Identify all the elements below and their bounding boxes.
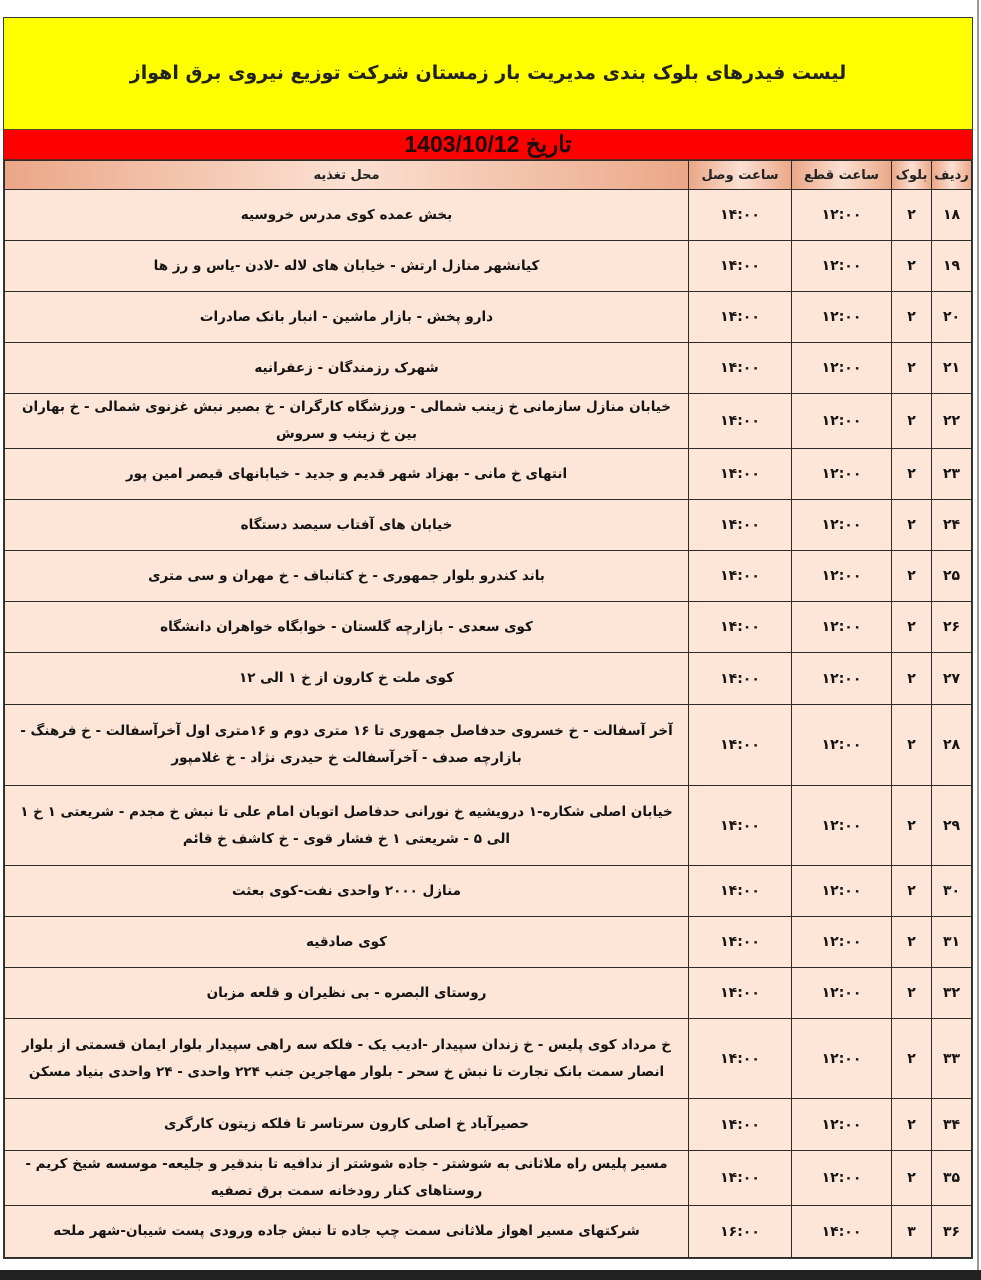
cut-time-cell: ۱۲:۰۰ — [792, 917, 892, 968]
table-row — [5, 653, 972, 705]
cut-time-cell: ۱۲:۰۰ — [792, 786, 892, 866]
location-cell: خیابان اصلی شکاره-۱ درویشیه خ نورانی حدفاصل اتوبان امام علی تا نبش خ مجدم - شریعتی ۱ خ ۱ الی ۵ - شریعتی ۱ خ فشار قوی - خ کاشف خ قائم — [5, 786, 689, 866]
table-row — [5, 292, 972, 343]
header-location: محل تغذیه — [5, 161, 689, 190]
row-number-cell: ۲۹ — [932, 786, 972, 866]
table-body — [5, 190, 972, 1258]
header-row-no: ردیف — [932, 161, 972, 190]
header-cut-time: ساعت قطع — [792, 161, 892, 190]
block-cell: ۲ — [892, 500, 932, 551]
table-row — [5, 1099, 972, 1151]
screen-edge-divider — [977, 0, 979, 1270]
row-number-cell: ۲۵ — [932, 551, 972, 602]
location-cell: انتهای خ مانی - بهزاد شهر قدیم و جدید - خیابانهای قیصر امین پور — [5, 449, 689, 500]
block-cell: ۲ — [892, 1151, 932, 1206]
connect-time-cell: ۱۴:۰۰ — [689, 343, 792, 394]
cut-time-cell: ۱۲:۰۰ — [792, 866, 892, 917]
block-cell: ۲ — [892, 343, 932, 394]
location-cell: حصیرآباد خ اصلی کارون سرتاسر تا فلکه زیتون کارگری — [5, 1099, 689, 1151]
cut-time-cell: ۱۲:۰۰ — [792, 292, 892, 343]
connect-time-cell: ۱۴:۰۰ — [689, 653, 792, 705]
block-cell: ۲ — [892, 866, 932, 917]
connect-time-cell: ۱۴:۰۰ — [689, 241, 792, 292]
cut-time-cell: ۱۲:۰۰ — [792, 394, 892, 449]
connect-time-cell: ۱۴:۰۰ — [689, 551, 792, 602]
block-cell: ۲ — [892, 551, 932, 602]
connect-time-cell: ۱۴:۰۰ — [689, 292, 792, 343]
block-cell: ۲ — [892, 602, 932, 653]
location-cell: باند کندرو بلوار جمهوری - خ کتانباف - خ مهران و سی متری — [5, 551, 689, 602]
connect-time-cell: ۱۴:۰۰ — [689, 449, 792, 500]
location-cell: بخش عمده کوی مدرس خروسیه — [5, 190, 689, 241]
cut-time-cell: ۱۲:۰۰ — [792, 500, 892, 551]
table-row — [5, 1206, 972, 1258]
connect-time-cell: ۱۴:۰۰ — [689, 786, 792, 866]
table-row — [5, 449, 972, 500]
cut-time-cell: ۱۲:۰۰ — [792, 343, 892, 394]
schedule-sheet — [3, 17, 973, 1259]
cut-time-cell: ۱۲:۰۰ — [792, 1019, 892, 1099]
row-number-cell: ۳۰ — [932, 866, 972, 917]
feeder-schedule-table — [4, 160, 972, 1258]
table-row — [5, 343, 972, 394]
row-number-cell: ۳۶ — [932, 1206, 972, 1258]
connect-time-cell: ۱۴:۰۰ — [689, 705, 792, 786]
block-cell: ۲ — [892, 968, 932, 1019]
cut-time-cell: ۱۲:۰۰ — [792, 705, 892, 786]
row-number-cell: ۲۴ — [932, 500, 972, 551]
row-number-cell: ۱۹ — [932, 241, 972, 292]
connect-time-cell: ۱۶:۰۰ — [689, 1206, 792, 1258]
block-cell: ۲ — [892, 394, 932, 449]
location-cell: خ مرداد کوی پلیس - خ زندان سپیدار -ادیب یک - فلکه سه راهی سپیدار بلوار ایمان قسمتی از بلوار انصار سمت بانک تجارت تا نبش خ سحر - بلوار مهاجرین جنب ۲۲۴ واحدی - ۲۴ واحدی بنیاد مسکن — [5, 1019, 689, 1099]
location-cell: روستای البصره - بی نظیران و قلعه مزبان — [5, 968, 689, 1019]
location-cell: خیابان های آفتاب سیصد دستگاه — [5, 500, 689, 551]
cut-time-cell: ۱۲:۰۰ — [792, 551, 892, 602]
table-row — [5, 917, 972, 968]
connect-time-cell: ۱۴:۰۰ — [689, 866, 792, 917]
location-cell: شرکتهای مسیر اهواز ملاثانی سمت چپ جاده تا نبش جاده ورودی پست شیبان-شهر ملحه — [5, 1206, 689, 1258]
cut-time-cell: ۱۲:۰۰ — [792, 968, 892, 1019]
block-cell: ۲ — [892, 653, 932, 705]
document-title: لیست فیدرهای بلوک بندی مدیریت بار زمستان شرکت توزیع نیروی برق اهواز — [129, 61, 847, 84]
location-cell: کیانشهر منازل ارتش - خیابان های لاله -لادن -یاس و رز ها — [5, 241, 689, 292]
schedule-date: تاریخ 1403/10/12 — [404, 131, 572, 157]
table-row — [5, 1151, 972, 1206]
table-row — [5, 241, 972, 292]
block-cell: ۲ — [892, 705, 932, 786]
row-number-cell: ۲۸ — [932, 705, 972, 786]
connect-time-cell: ۱۴:۰۰ — [689, 917, 792, 968]
table-row — [5, 705, 972, 786]
location-cell: خیابان منازل سازمانی خ زینب شمالی - ورزشگاه کارگران - خ بصیر نبش غزنوی شمالی - خ بهاران بین خ زینب و سروش — [5, 394, 689, 449]
header-block: بلوک — [892, 161, 932, 190]
location-cell: منازل ۲۰۰۰ واحدی نفت-کوی بعثت — [5, 866, 689, 917]
block-cell: ۲ — [892, 1019, 932, 1099]
connect-time-cell: ۱۴:۰۰ — [689, 602, 792, 653]
row-number-cell: ۲۲ — [932, 394, 972, 449]
block-cell: ۲ — [892, 786, 932, 866]
connect-time-cell: ۱۴:۰۰ — [689, 500, 792, 551]
connect-time-cell: ۱۴:۰۰ — [689, 190, 792, 241]
table-row — [5, 968, 972, 1019]
connect-time-cell: ۱۴:۰۰ — [689, 1019, 792, 1099]
table-row — [5, 500, 972, 551]
block-cell: ۲ — [892, 292, 932, 343]
table-row — [5, 786, 972, 866]
cut-time-cell: ۱۲:۰۰ — [792, 449, 892, 500]
location-cell: شهرک رزمندگان - زعفرانیه — [5, 343, 689, 394]
cut-time-cell: ۱۴:۰۰ — [792, 1206, 892, 1258]
cut-time-cell: ۱۲:۰۰ — [792, 1099, 892, 1151]
block-cell: ۲ — [892, 917, 932, 968]
connect-time-cell: ۱۴:۰۰ — [689, 968, 792, 1019]
table-row — [5, 190, 972, 241]
bottom-navigation-bar — [0, 1270, 981, 1280]
block-cell: ۲ — [892, 449, 932, 500]
table-row — [5, 1019, 972, 1099]
cut-time-cell: ۱۲:۰۰ — [792, 190, 892, 241]
cut-time-cell: ۱۲:۰۰ — [792, 1151, 892, 1206]
block-cell: ۳ — [892, 1206, 932, 1258]
title-banner — [4, 18, 972, 130]
row-number-cell: ۳۱ — [932, 917, 972, 968]
table-header-row — [5, 161, 972, 190]
location-cell: آخر آسفالت - خ خسروی حدفاصل جمهوری تا ۱۶ متری دوم و ۱۶متری اول آخرآسفالت - خ فرهنگ - بازارچه صدف - آخرآسفالت خ حیدری نژاد - خ غلامپور — [5, 705, 689, 786]
connect-time-cell: ۱۴:۰۰ — [689, 394, 792, 449]
cut-time-cell: ۱۲:۰۰ — [792, 602, 892, 653]
row-number-cell: ۳۴ — [932, 1099, 972, 1151]
connect-time-cell: ۱۴:۰۰ — [689, 1099, 792, 1151]
row-number-cell: ۲۳ — [932, 449, 972, 500]
connect-time-cell: ۱۴:۰۰ — [689, 1151, 792, 1206]
row-number-cell: ۲۷ — [932, 653, 972, 705]
block-cell: ۲ — [892, 190, 932, 241]
table-row — [5, 551, 972, 602]
row-number-cell: ۱۸ — [932, 190, 972, 241]
location-cell: مسیر پلیس راه ملاثانی به شوشتر - جاده شوشتر از ندافیه تا بندقیر و جلیعه- موسسه شیخ کریم - روستاهای کنار رودخانه سمت برق تصفیه — [5, 1151, 689, 1206]
location-cell: دارو پخش - بازار ماشین - انبار بانک صادرات — [5, 292, 689, 343]
row-number-cell: ۲۱ — [932, 343, 972, 394]
block-cell: ۲ — [892, 1099, 932, 1151]
row-number-cell: ۲۰ — [932, 292, 972, 343]
block-cell: ۲ — [892, 241, 932, 292]
header-connect-time: ساعت وصل — [689, 161, 792, 190]
row-number-cell: ۳۲ — [932, 968, 972, 1019]
row-number-cell: ۳۵ — [932, 1151, 972, 1206]
cut-time-cell: ۱۲:۰۰ — [792, 241, 892, 292]
row-number-cell: ۳۳ — [932, 1019, 972, 1099]
table-row — [5, 866, 972, 917]
location-cell: کوی سعدی - بازارچه گلستان - خوابگاه خواهران دانشگاه — [5, 602, 689, 653]
table-row — [5, 394, 972, 449]
location-cell: کوی صادقیه — [5, 917, 689, 968]
cut-time-cell: ۱۲:۰۰ — [792, 653, 892, 705]
date-banner — [4, 130, 972, 160]
location-cell: کوی ملت خ کارون از خ ۱ الی ۱۲ — [5, 653, 689, 705]
table-row — [5, 602, 972, 653]
row-number-cell: ۲۶ — [932, 602, 972, 653]
